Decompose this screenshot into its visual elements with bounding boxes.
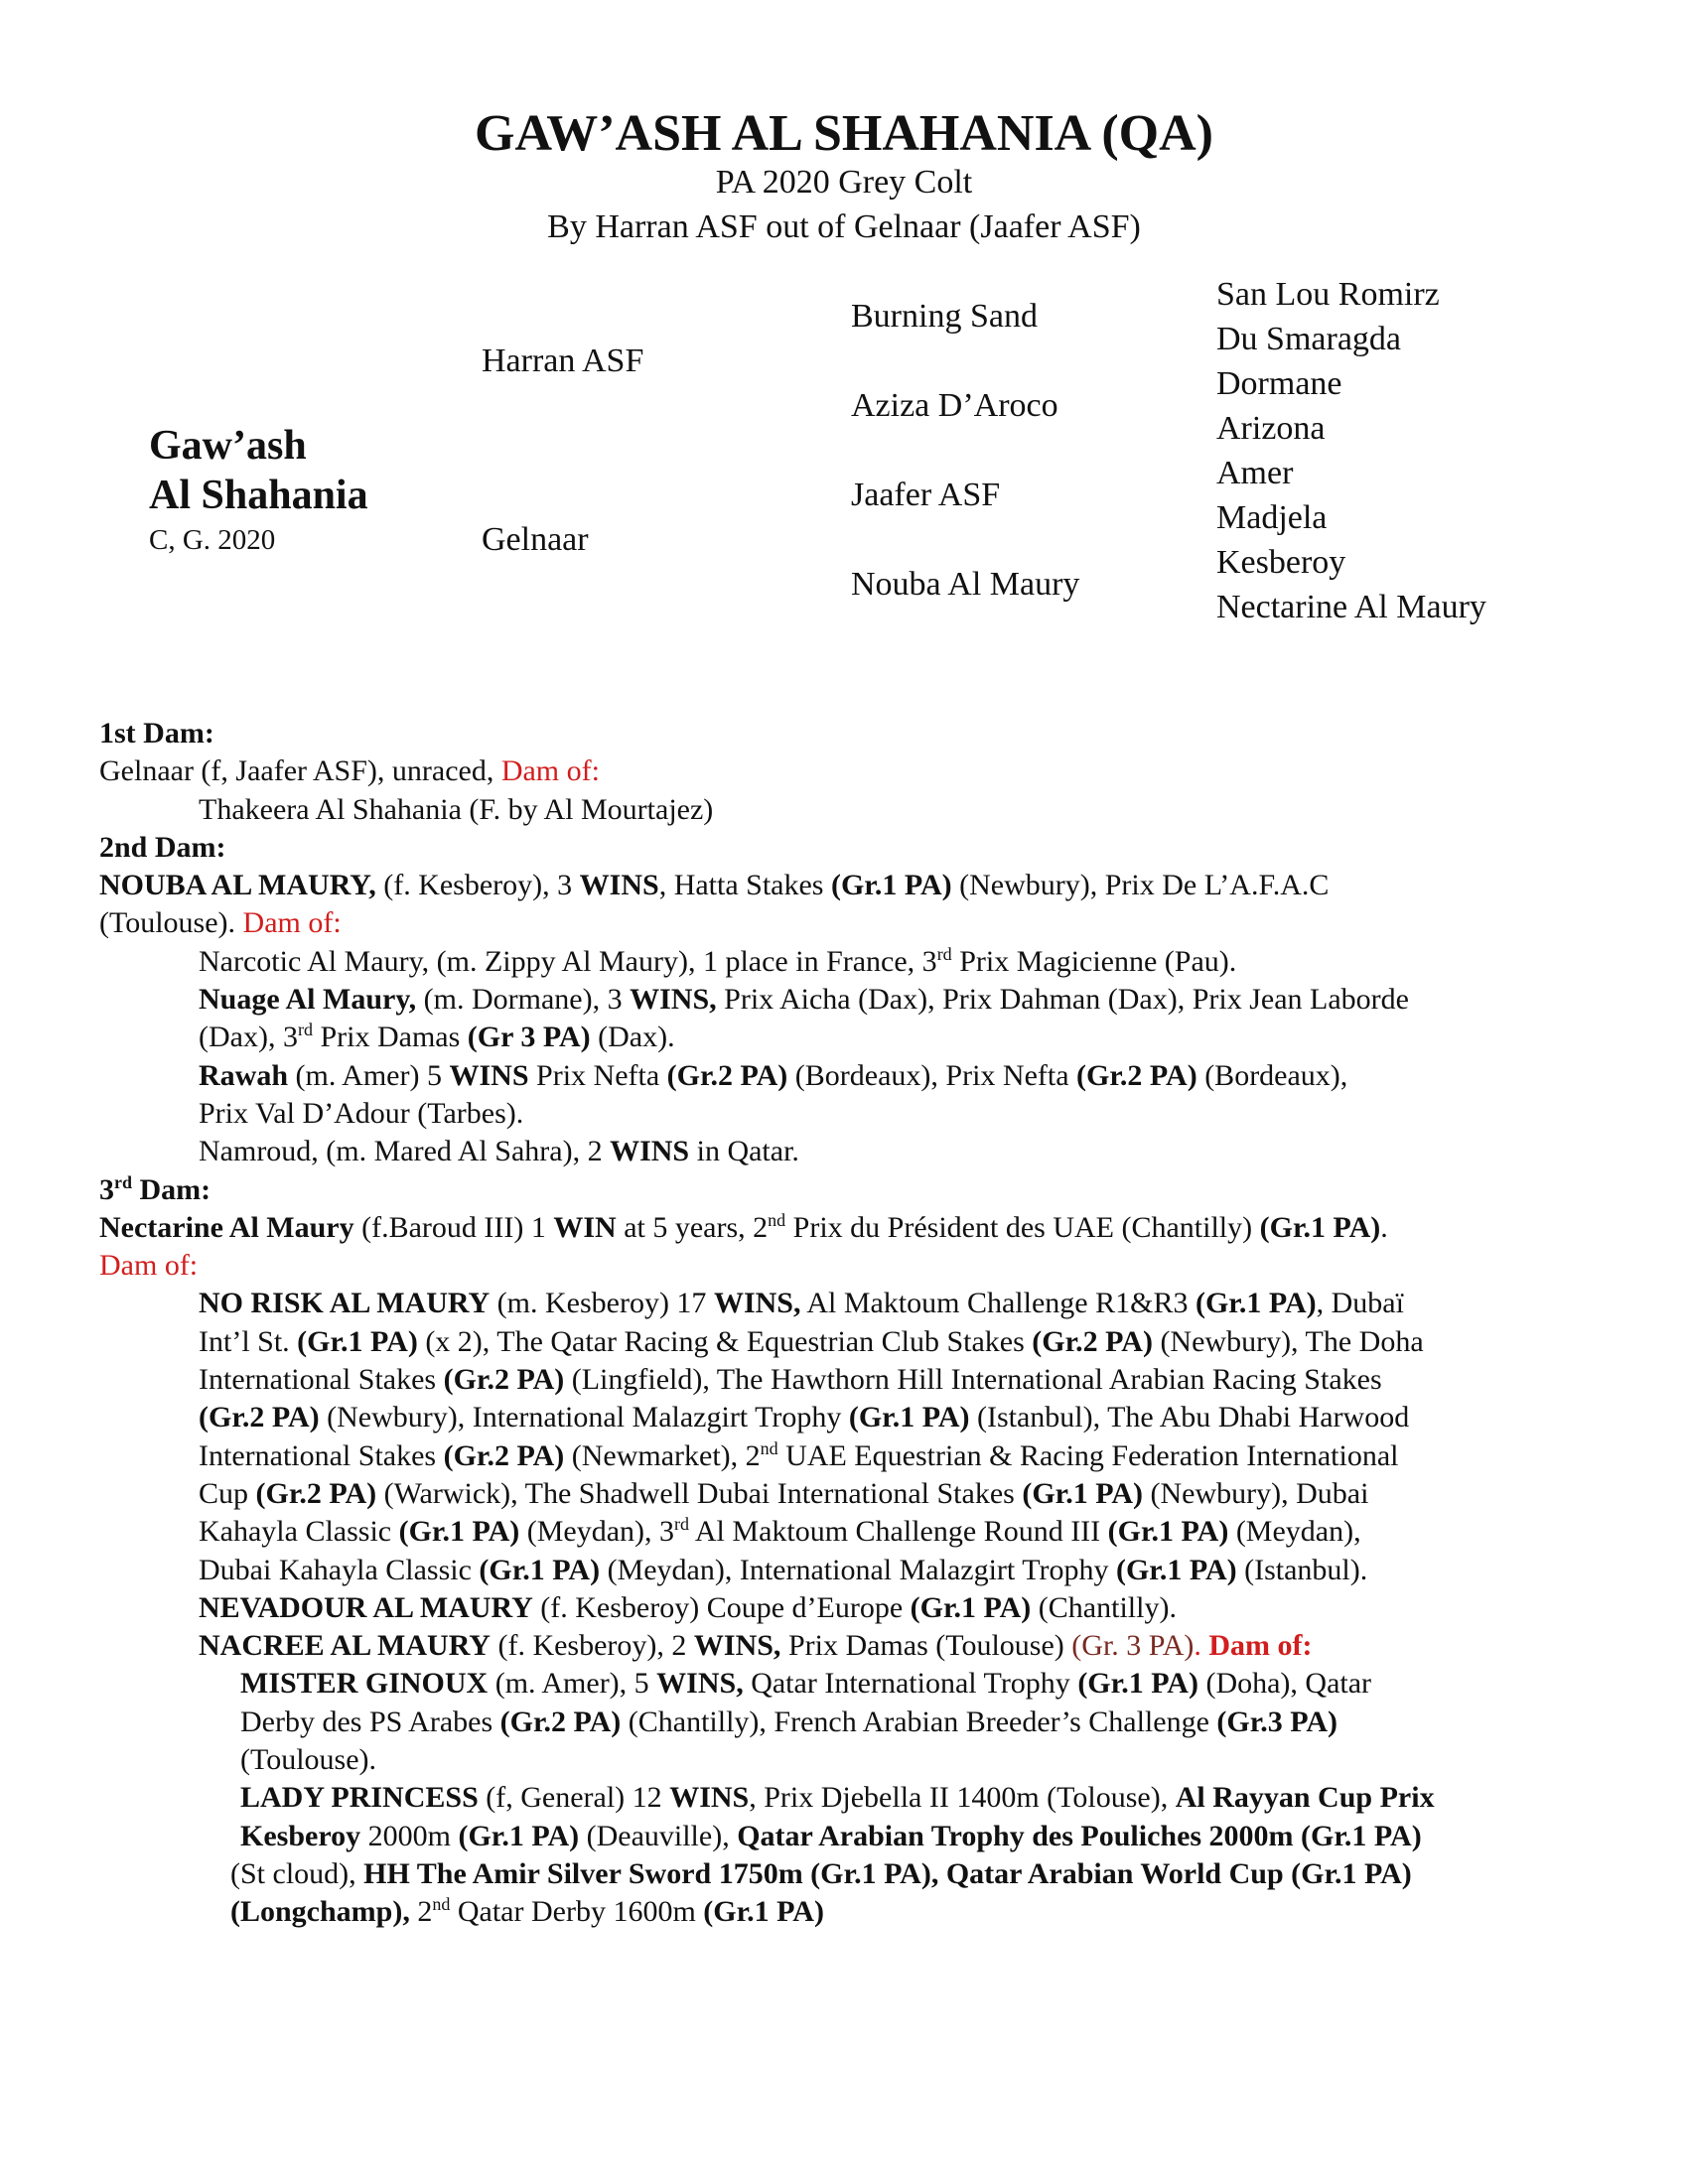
document-subtitle: PA 2020 Grey Colt <box>715 164 973 201</box>
horse-name-line1: Gaw’ash <box>149 423 307 469</box>
pedigree-gen4-6: Madjela <box>1216 499 1328 536</box>
second-dam-progeny-2-cont: (Dax), 3rd Prix Damas (Gr 3 PA) (Dax). <box>199 1020 675 1054</box>
breeding-line: By Harran ASF out of Gelnaar (Jaafer ASF) <box>547 208 1141 245</box>
horse-name-line2: Al Shahania <box>149 473 368 518</box>
pedigree-gen4-8: Nectarine Al Maury <box>1216 589 1486 625</box>
dam-of-label: Dam of: <box>1208 1629 1313 1663</box>
second-dam-progeny-4: Namroud, (m. Mared Al Sahra), 2 WINS in Qatar. <box>199 1135 799 1168</box>
no-risk-line-2: Int’l St. (Gr.1 PA) (x 2), The Qatar Racing & Equestrian Club Stakes (Gr.2 PA) (Newbury), The Doha <box>199 1324 1424 1358</box>
dam-of-label: Dam of: <box>99 1249 199 1283</box>
horse-meta: C, G. 2020 <box>149 524 276 556</box>
mister-ginoux-line-1: MISTER GINOUX (m. Amer), 5 WINS, Qatar International Trophy (Gr.1 PA) (Doha), Qatar <box>240 1667 1372 1701</box>
nacree-line: NACREE AL MAURY (f. Kesberoy), 2 WINS, Prix Damas (Toulouse) (Gr. 3 PA). Dam of: <box>199 1629 1313 1663</box>
pedigree-gen4-5: Amer <box>1216 455 1294 491</box>
lady-princess-line-1: LADY PRINCESS (f, General) 12 WINS, Prix Djebella II 1400m (Tolouse), Al Rayyan Cup Prix <box>240 1781 1435 1815</box>
pedigree-dam: Gelnaar <box>482 521 589 558</box>
mister-ginoux-line-3: (Toulouse). <box>240 1743 377 1777</box>
pedigree-sire-dam: Aziza D’Aroco <box>851 387 1058 424</box>
no-risk-line-1: NO RISK AL MAURY (m. Kesberoy) 17 WINS, Al Maktoum Challenge R1&R3 (Gr.1 PA), Dubaï <box>199 1287 1404 1320</box>
no-risk-line-5: International Stakes (Gr.2 PA) (Newmarket), 2nd UAE Equestrian & Racing Federation International <box>199 1437 1399 1472</box>
no-risk-line-7: Kahayla Classic (Gr.1 PA) (Meydan), 3rd Al Maktoum Challenge Round III (Gr.1 PA) (Meydan), <box>199 1514 1361 1549</box>
second-dam-line-2: (Toulouse). Dam of: <box>99 906 342 940</box>
pedigree-gen4-3: Dormane <box>1216 365 1342 402</box>
first-dam-heading: 1st Dam: <box>99 717 214 750</box>
third-dam-heading: 3rd Dam: <box>99 1171 211 1206</box>
no-risk-line-4: (Gr.2 PA) (Newbury), International Malazgirt Trophy (Gr.1 PA) (Istanbul), The Abu Dhabi Harwood <box>199 1401 1410 1434</box>
pedigree-sire-sire: Burning Sand <box>851 298 1038 335</box>
third-dam-line-1: Nectarine Al Maury (f.Baroud III) 1 WIN at 5 years, 2nd Prix du Président des UAE (Chantilly) (Gr.1 PA). <box>99 1209 1388 1244</box>
pedigree-gen4-1: San Lou Romirz <box>1216 276 1440 313</box>
second-dam-progeny-1: Narcotic Al Maury, (m. Zippy Al Maury), 1 place in France, 3rd Prix Magicienne (Pau). <box>199 943 1237 978</box>
second-dam-progeny-3: Rawah (m. Amer) 5 WINS Prix Nefta (Gr.2 PA) (Bordeaux), Prix Nefta (Gr.2 PA) (Bordeaux), <box>199 1058 1348 1092</box>
first-dam-progeny: Thakeera Al Shahania (F. by Al Mourtajez) <box>199 792 714 826</box>
first-dam-line: Gelnaar (f, Jaafer ASF), unraced, Dam of: <box>99 754 600 788</box>
no-risk-line-8: Dubai Kahayla Classic (Gr.1 PA) (Meydan), International Malazgirt Trophy (Gr.1 PA) (Istanbul). <box>199 1553 1368 1586</box>
mister-ginoux-line-2: Derby des PS Arabes (Gr.2 PA) (Chantilly), French Arabian Breeder’s Challenge (Gr.3 PA) <box>240 1705 1338 1738</box>
second-dam-line-1: NOUBA AL MAURY, (f. Kesberoy), 3 WINS, Hatta Stakes (Gr.1 PA) (Newbury), Prix De L’A.F.A.C <box>99 869 1330 902</box>
second-dam-progeny-3-cont: Prix Val D’Adour (Tarbes). <box>199 1096 524 1130</box>
dam-of-label: Dam of: <box>500 754 600 788</box>
lady-princess-line-3: (St cloud), HH The Amir Silver Sword 1750m (Gr.1 PA), Qatar Arabian World Cup (Gr.1 PA) <box>230 1856 1412 1890</box>
document-title: GAW’ASH AL SHAHANIA (QA) <box>475 105 1213 162</box>
pedigree-gen4-4: Arizona <box>1216 410 1326 447</box>
nevadour-line: NEVADOUR AL MAURY (f. Kesberoy) Coupe d’Europe (Gr.1 PA) (Chantilly). <box>199 1590 1177 1624</box>
no-risk-line-6: Cup (Gr.2 PA) (Warwick), The Shadwell Dubai International Stakes (Gr.1 PA) (Newbury), Dubai <box>199 1476 1369 1510</box>
no-risk-line-3: International Stakes (Gr.2 PA) (Lingfield), The Hawthorn Hill International Arabian Racing Stakes <box>199 1363 1382 1397</box>
lady-princess-line-2: Kesberoy 2000m (Gr.1 PA) (Deauville), Qatar Arabian Trophy des Pouliches 2000m (Gr.1 PA) <box>240 1819 1422 1852</box>
pedigree-sire: Harran ASF <box>482 342 644 379</box>
pedigree-dam-dam: Nouba Al Maury <box>851 566 1080 603</box>
dam-records <box>99 715 1609 1932</box>
second-dam-progeny-2: Nuage Al Maury, (m. Dormane), 3 WINS, Prix Aicha (Dax), Prix Dahman (Dax), Prix Jean Laborde <box>199 983 1409 1017</box>
pedigree-dam-sire: Jaafer ASF <box>851 477 1001 513</box>
dam-of-label: Dam of: <box>242 906 342 940</box>
pedigree-gen4-7: Kesberoy <box>1216 544 1346 581</box>
second-dam-heading: 2nd Dam: <box>99 830 226 864</box>
pedigree-gen4-2: Du Smaragda <box>1216 321 1402 357</box>
lady-princess-line-4: (Longchamp), 2nd Qatar Derby 1600m (Gr.1 PA) <box>230 1894 824 1929</box>
